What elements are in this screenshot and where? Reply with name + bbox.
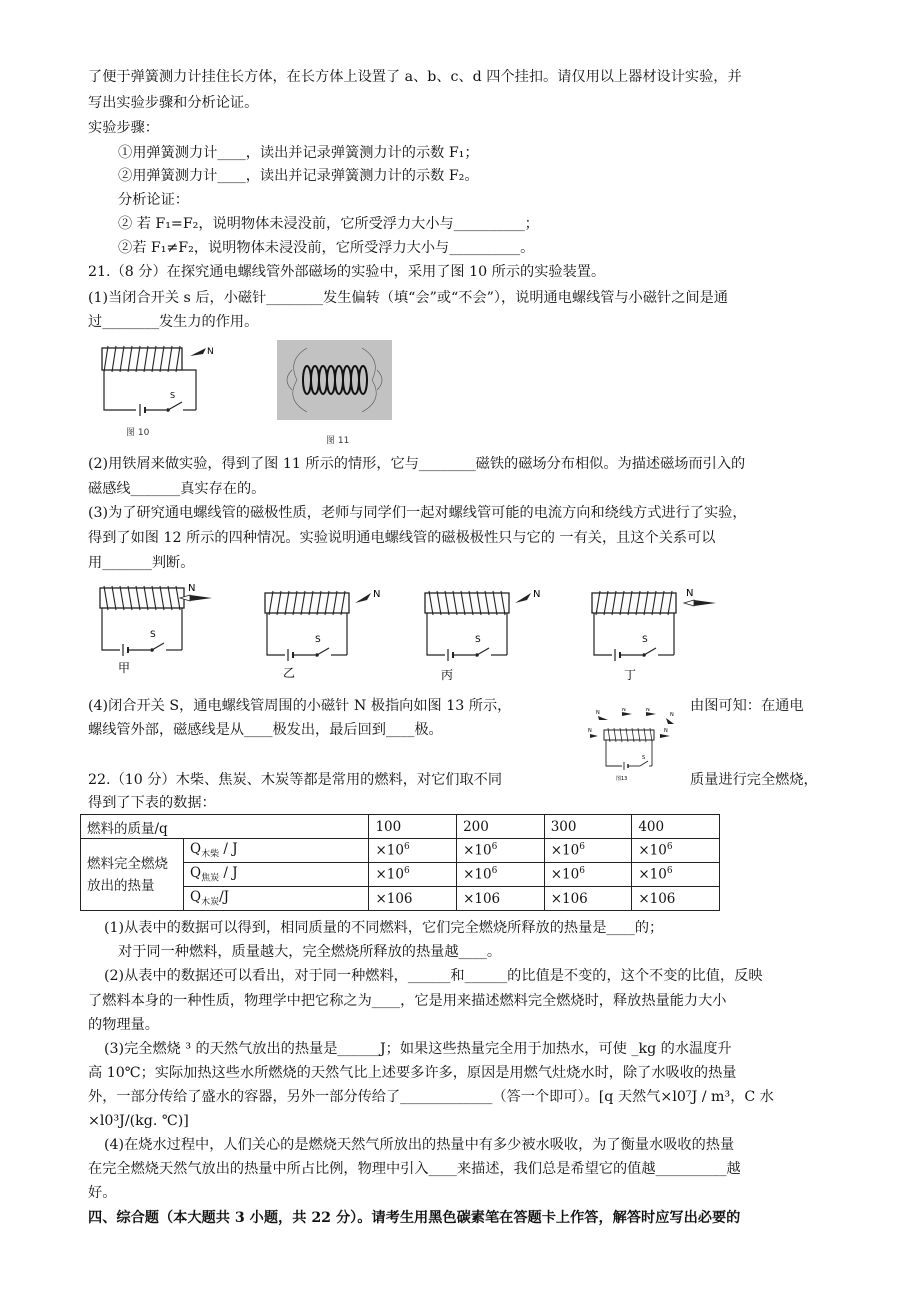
step-1: ①用弹簧测力计____，读出并记录弹簧测力计的示数 F₁； (118, 145, 479, 161)
fig12-label-yi: 乙 (283, 666, 296, 680)
fig12-jia-n-label: N (188, 583, 196, 594)
fig12-bing-s-label: S (475, 635, 481, 645)
table-row (81, 839, 720, 863)
cell-value: ×10 (638, 866, 667, 883)
cell-exponent: 6 (491, 866, 498, 877)
cell-value: ×10 (375, 866, 404, 883)
table-header-label: 燃料的质量/q (81, 815, 369, 839)
fig13-n-label-3: N (646, 708, 650, 713)
q21-part1-line2: 过________发生力的作用。 (88, 314, 259, 330)
table-mass-cell: 300 (544, 815, 632, 839)
q21-part4-line1-right: 由图可知：在通电 (690, 698, 804, 714)
q-subscript: 木炭 (201, 897, 220, 908)
q21-part3-line1: (3)为了研究通电螺线管的磁极性质，老师与同学们一起对螺线管可能的电流方向和绕线方式进行了实验， (88, 505, 747, 521)
table-mass-cell: 200 (457, 815, 545, 839)
table-cell: ×106 (632, 887, 720, 911)
q21-part4-line1: (4)闭合开关 S，通电螺线管周围的小磁针 N 极指向如图 13 所示， (88, 698, 512, 714)
figure-13-caption: 图13 (616, 776, 628, 782)
cell-value: ×10 (375, 842, 404, 859)
analysis-1: ② 若 F₁=F₂，说明物体未浸没前，它所受浮力大小与__________； (118, 216, 539, 232)
table-cell (632, 863, 720, 887)
intro-line-2: 写出实验步骤和分析论证。 (88, 95, 259, 111)
table-row-label (184, 839, 369, 863)
fig12-label-jia: 甲 (118, 661, 131, 675)
q22-part2-line3: 的物理量。 (88, 1017, 159, 1033)
fig12-bing-n-label: N (533, 589, 541, 600)
cell-exponent: 6 (579, 842, 585, 853)
fig12-yi-n-label: N (373, 589, 381, 600)
q22-title-right: 质量进行完全燃烧， (690, 772, 818, 788)
intro-line-1: 了便于弹簧测力计挂住长方体，在长方体上设置了 a、b、c、d 四个挂扣。请仅用以上器材设计实验，并 (88, 69, 742, 85)
cell-value: ×10 (550, 866, 580, 883)
table-mass-cell: 100 (369, 815, 457, 839)
step-2: ②用弹簧测力计____，读出并记录弹簧测力计的示数 F₂。 (118, 168, 479, 184)
fig12-jia-s-label: S (150, 630, 156, 640)
q22-part1-line2: 对于同一种燃料，质量越大，完全燃烧所释放的热量越____。 (118, 944, 502, 960)
q22-part2-line2: 了燃料本身的一种性质，物理学中把它称之为____，它是用来描述燃料完全燃烧时，释放热量能力大小 (88, 993, 727, 1009)
q22-part2-line1: (2)从表中的数据还可以看出，对于同一种燃料，______和______的比值是不变的，这个不变的比值，反映 (104, 968, 763, 984)
q22-part4-line1: (4)在烧水过程中，人们关心的是燃烧天然气所放出的热量中有多少被水吸收，为了衡量水吸收的热量 (104, 1137, 735, 1153)
q21-part2-line1: (2)用铁屑来做实验，得到了图 11 所示的情形，它与________磁铁的磁场分布相似。为描述磁场而引入的 (88, 456, 746, 472)
fig12-ding-s-label: S (642, 635, 648, 645)
q-symbol: Q (190, 889, 202, 906)
figure-10-diagram (90, 338, 220, 438)
fig13-n-label-5: N (588, 728, 592, 734)
cell-value: ×10 (463, 842, 492, 859)
table-cell (544, 839, 632, 863)
cell-exponent: 6 (403, 842, 410, 853)
steps-title: 实验步骤： (88, 120, 159, 136)
figure-12-bing (415, 585, 555, 685)
q22-part3-line2: 高 10℃；实际加热这些水所燃烧的天然气比上述要多许多，原因是用燃气灶烧水时，除了水吸收的热量 (88, 1065, 737, 1081)
cell-value: ×10 (463, 866, 492, 883)
q22-part3-line3: 外，一部分传给了盛水的容器，另外一部分传给了_____________（答一个即可）。[q 天然气×l0⁷J / m³，C 水 (88, 1089, 774, 1105)
table-cell (457, 863, 545, 887)
figure-13-diagram (588, 708, 683, 783)
q22-part1-line1: (1)从表中的数据可以得到，相同质量的不同燃料，它们完全燃烧所释放的热量是____的； (104, 920, 664, 936)
figure-11-caption: 图 11 (326, 436, 350, 446)
table-cell (632, 839, 720, 863)
cell-value: ×10 (550, 842, 580, 859)
fig12-yi-s-label: S (315, 635, 321, 645)
cell-exponent: 6 (491, 842, 498, 853)
table-cell: ×106 (457, 887, 545, 911)
q-symbol: Q (190, 865, 202, 882)
q21-part3-line3: 用_______判断。 (88, 555, 195, 571)
table-cell: ×106 (544, 887, 632, 911)
section-4-heading: 四、综合题（本大题共 3 小题，共 22 分）。请考生用黑色碳素笔在答题卡上作答，解答时应写出必要的 (88, 1210, 741, 1226)
q-unit: /J (219, 889, 230, 906)
fig13-n-label-1: N (596, 710, 600, 716)
table-cell (369, 863, 457, 887)
q21-part1-line1: (1)当闭合开关 s 后，小磁针________发生偏转（填“会”或“不会”），说明通电螺线管与小磁针之间是通 (88, 290, 728, 306)
fig13-n-label-6: N (664, 728, 668, 734)
table-header-row (81, 815, 720, 839)
table-mass-cell: 400 (632, 815, 720, 839)
fig13-s-label: S (642, 755, 646, 761)
q22-part4-line2: 在完全燃烧天然气放出的热量中所占比例，物理中引入____来描述，我们总是希望它的值越__________越 (88, 1161, 741, 1177)
cell-value: ×10 (638, 842, 667, 859)
fig12-ding-n-label: N (686, 588, 694, 599)
q22-title-left: 22.（10 分）木柴、焦炭、木炭等都是常用的燃料，对它们取不同 (88, 772, 503, 788)
q22-part4-line3: 好。 (88, 1185, 117, 1201)
analysis-2: ②若 F₁≠F₂，说明物体未浸没前，它所受浮力大小与__________。 (118, 240, 535, 256)
table-cell (369, 839, 457, 863)
fig10-n-label: N (207, 347, 214, 357)
figure-12-jia (90, 580, 230, 680)
figure-12-ding (582, 585, 732, 685)
fig13-n-label-2: N (622, 708, 626, 713)
q-subscript: 木柴 (201, 849, 220, 860)
q21-part4-line2: 螺线管外部，磁感线是从____极发出，最后回到____极。 (88, 722, 443, 738)
q22-part3-line4: ×l0³J/(kg. ℃)] (88, 1113, 189, 1129)
q21-part2-line2: 磁感线_______真实存在的。 (88, 481, 266, 497)
q-unit: / J (219, 865, 238, 882)
table-cell (457, 839, 545, 863)
fig10-s-label: S (170, 391, 176, 400)
q21-part3-line2: 得到了如图 12 所示的四种情况。实验说明通电螺线管的磁极极性只与它的 一有关，且这个关系可以 (88, 530, 716, 546)
q-symbol: Q (190, 841, 202, 858)
table-row-label (184, 887, 369, 911)
analysis-title: 分析论证： (118, 192, 189, 208)
q21-title: 21.（8 分）在探究通电螺线管外部磁场的实验中，采用了图 10 所示的实验装置。 (88, 264, 606, 280)
cell-exponent: 6 (666, 866, 673, 877)
figure-11-photo (277, 340, 392, 420)
cell-exponent: 6 (666, 842, 673, 853)
q22-title-line2: 得到了下表的数据： (88, 795, 216, 811)
cell-exponent: 6 (579, 866, 585, 877)
q-subscript: 焦炭 (201, 873, 220, 884)
figure-12-yi (255, 585, 395, 685)
q-unit: / J (219, 841, 238, 858)
table-cell: ×106 (369, 887, 457, 911)
table-cell (544, 863, 632, 887)
table-group-label: 燃料完全燃烧放出的热量 (81, 839, 184, 911)
table-row-label (184, 863, 369, 887)
cell-exponent: 6 (403, 866, 410, 877)
fuel-heat-table (80, 814, 720, 911)
fig12-label-ding: 丁 (624, 668, 637, 682)
figure-10-caption: 图 10 (126, 428, 150, 438)
fig12-label-bing: 丙 (441, 668, 454, 682)
q22-part3-line1: (3)完全燃烧 ³ 的天然气放出的热量是______J；如果这些热量完全用于加热水，可使 _kg 的水温度升 (104, 1041, 732, 1057)
fig13-n-label-4: N (670, 712, 674, 718)
